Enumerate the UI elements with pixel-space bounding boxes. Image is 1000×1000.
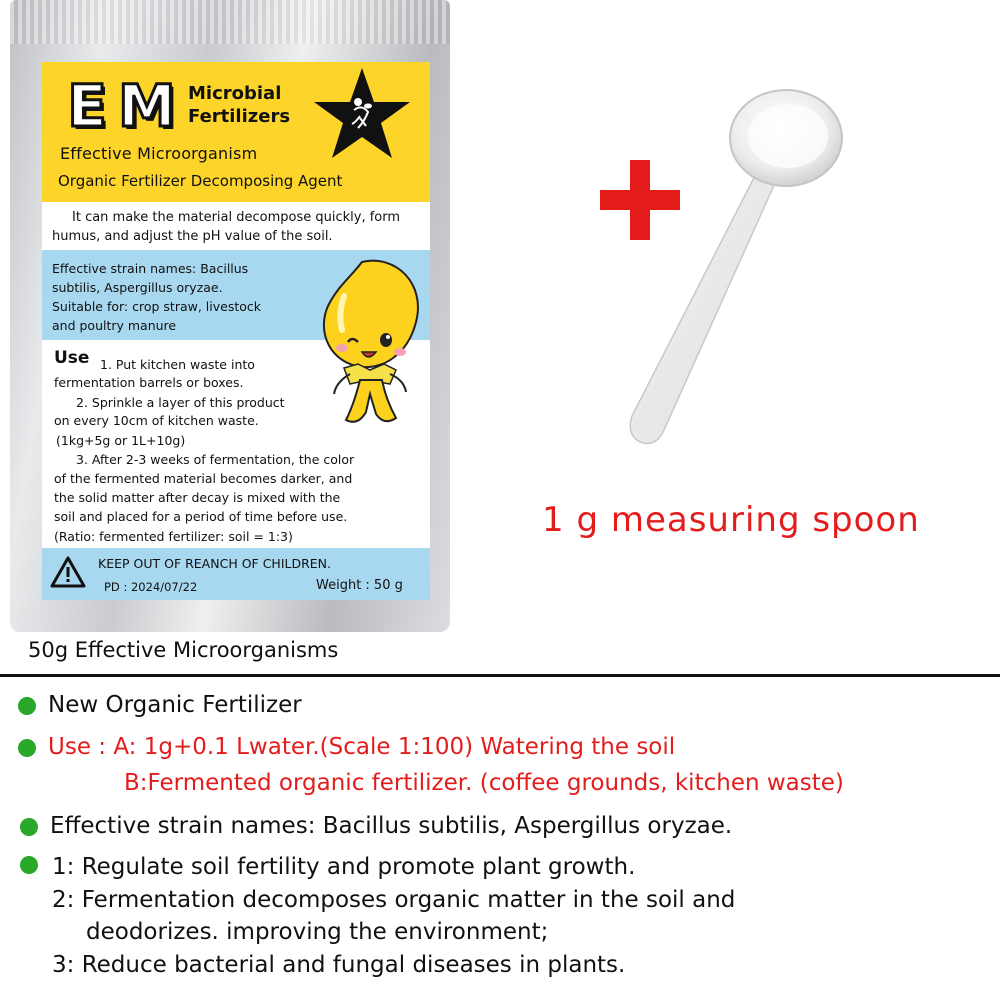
brand-letter-e: E [67, 72, 107, 140]
warning-text: KEEP OUT OF REANCH OF CHILDREN. [98, 556, 332, 571]
strain-line: Suitable for: crop straw, livestock [52, 299, 261, 314]
feature-new-organic: New Organic Fertilizer [48, 692, 302, 718]
production-date: PD : 2024/07/22 [104, 580, 198, 594]
bag-caption: 50g Effective Microorganisms [28, 638, 339, 662]
bullet-dot-icon [18, 739, 36, 757]
warning-triangle-icon [50, 556, 86, 588]
use-line: of the fermented material becomes darker, and [54, 471, 353, 486]
use-line: fermentation barrels or boxes. [54, 375, 244, 390]
use-line: (1kg+5g or 1L+10g) [56, 433, 186, 448]
use-line: on every 10cm of kitchen waste. [54, 413, 259, 428]
measuring-spoon-icon [612, 80, 862, 460]
droplet-mascot-icon [304, 244, 430, 444]
feature-use-b: B:Fermented organic fertilizer. (coffee grounds, kitchen waste) [124, 770, 844, 796]
label-subtitle-2: Organic Fertilizer Decomposing Agent [58, 172, 343, 190]
strain-line: Effective strain names: Bacillus [52, 261, 249, 276]
product-bag [10, 0, 450, 632]
strain-text [52, 259, 312, 335]
bullet-dot-icon [20, 856, 38, 874]
strain-line: and poultry manure [52, 318, 177, 333]
brand-letter-m: M [118, 72, 176, 140]
feature-benefit-2: 2: Fermentation decomposes organic matter in the soil and [52, 887, 736, 913]
use-line: (Ratio: fermented fertilizer: soil = 1:3) [54, 529, 293, 544]
feature-benefit-3: 3: Reduce bacterial and fungal diseases in plants. [52, 952, 626, 978]
use-line: 2. Sprinkle a layer of this product [76, 395, 285, 410]
use-line: the solid matter after decay is mixed with the [54, 490, 341, 505]
spoon-caption: 1 g measuring spoon [542, 500, 920, 540]
section-divider [0, 674, 1000, 677]
red-plus-icon [600, 160, 680, 240]
feature-use-a: Use : A: 1g+0.1 Lwater.(Scale 1:100) Watering the soil [48, 734, 676, 760]
strain-line: subtilis, Aspergillus oryzae. [52, 280, 223, 295]
title-line-2: Fertilizers [188, 106, 291, 127]
feature-benefit-2-cont: deodorizes. improving the environment; [86, 919, 549, 945]
intro-text: It can make the material decompose quickly, form humus, and adjust the pH value of the soil. [52, 210, 401, 244]
feature-strains: Effective strain names: Bacillus subtilis, Aspergillus oryzae. [50, 813, 733, 839]
use-line: 1. Put kitchen waste into [100, 357, 255, 372]
product-label [42, 62, 430, 600]
star-logo-icon [310, 66, 414, 162]
product-title [188, 82, 318, 128]
use-heading: Use [54, 348, 90, 368]
title-line-1: Microbial [188, 83, 282, 104]
use-line: 3. After 2-3 weeks of fermentation, the color [76, 452, 355, 467]
bullet-dot-icon [18, 697, 36, 715]
use-line: soil and placed for a period of time before use. [54, 509, 348, 524]
label-subtitle: Effective Microorganism [60, 144, 258, 163]
bag-seal [10, 0, 450, 44]
net-weight: Weight : 50 g [316, 578, 403, 593]
feature-benefit-1: 1: Regulate soil fertility and promote plant growth. [52, 854, 636, 880]
bullet-dot-icon [20, 818, 38, 836]
